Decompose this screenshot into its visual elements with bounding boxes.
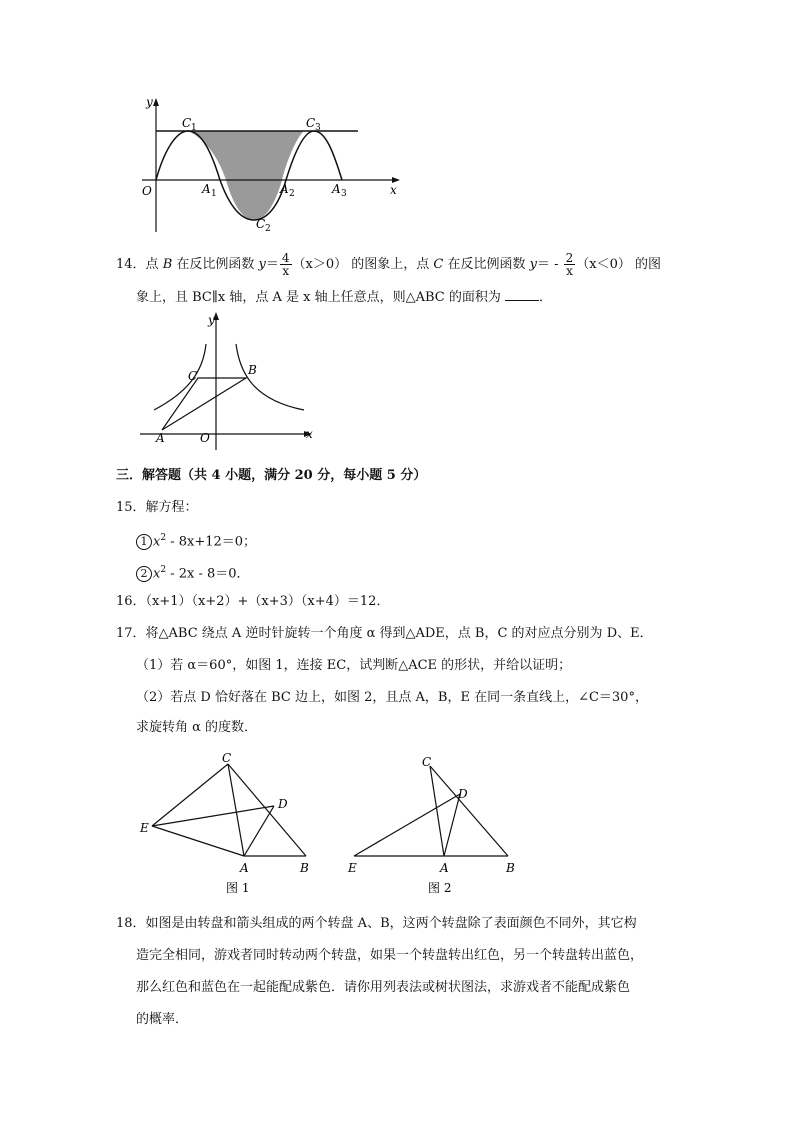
origin-label: O [142, 184, 152, 198]
label-a: A [156, 431, 165, 445]
denominator: x [566, 264, 573, 278]
q17-figures [134, 746, 520, 898]
point-b: B [162, 257, 173, 272]
text: 的图 [630, 257, 662, 272]
q18-line-3: 那么红色和蓝色在一起能配成紫色．请你用列表法或树状图法，求游戏者不能配成紫色 [136, 980, 631, 995]
circled-number: 1 [136, 534, 152, 550]
var-x: x [153, 566, 161, 582]
exponent: 2 [160, 533, 167, 543]
label-c2: C [256, 217, 266, 231]
point-c: C [433, 257, 444, 272]
q18-line-4: 的概率． [136, 1012, 189, 1027]
label-a: A [440, 861, 449, 875]
caption-1: 图 1 [226, 881, 250, 895]
q15-eq2 [136, 560, 250, 584]
denominator: x [282, 264, 290, 278]
condition: （x＜0） [576, 257, 631, 272]
q17-line-4: 求旋转角 α 的度数． [136, 720, 258, 735]
q13-figure [136, 96, 404, 236]
caption-2: 图 2 [428, 881, 452, 895]
q16: 16．（x+1）（x+2）+（x+3）（x+4）＝12． [116, 594, 390, 609]
text: 在反比例函数 [443, 257, 530, 272]
label-a3-sub: 3 [341, 189, 347, 199]
label-c: C [188, 369, 198, 383]
label-b: B [248, 363, 257, 377]
label-c2-sub: 2 [265, 224, 271, 234]
label-c: C [422, 755, 432, 769]
figure-1 [139, 751, 309, 895]
label-a2: A [280, 182, 289, 196]
label-b: B [506, 861, 515, 875]
section-heading: 三．解答题（共 4 小题，满分 20 分，每小题 5 分） [116, 468, 427, 483]
period: ． [538, 290, 552, 305]
text: 的图象上，点 [347, 257, 434, 272]
x-label: x [390, 183, 397, 197]
q17-line-1: 17．将△ABC 绕点 A 逆时针旋转一个角度 α 得到△ADE，点 B，C 的对应点分别为 D、E． [116, 626, 653, 641]
equation-rest: - 2x - 8＝0． [166, 566, 250, 582]
figure-2 [347, 755, 515, 895]
q17-line-3: （2）若点 D 恰好落在 BC 边上，如图 2，且点 A，B，E 在同一条直线上，∠C＝30°， [136, 690, 648, 705]
equals: ＝ [265, 257, 279, 272]
hyperbola-right [236, 344, 304, 410]
fraction-4-over-x [280, 252, 292, 277]
label-d: D [458, 787, 468, 801]
q15-eq1 [136, 528, 256, 552]
label-d: D [278, 797, 288, 811]
q14-figure [136, 312, 316, 452]
triangle-abc [162, 378, 246, 430]
text: 象上，且 BC∥x 轴，点 A 是 x 轴上任意点，则△ABC 的面积为 [136, 290, 505, 305]
equation-rest: - 8x+12＝0； [166, 534, 257, 550]
label-c3: C [306, 116, 316, 130]
fraction-2-over-x [564, 252, 576, 277]
label-b: B [300, 861, 309, 875]
question-number: 14． [116, 257, 146, 272]
var-y: y [529, 257, 537, 272]
hyperbola-left [154, 344, 206, 410]
exponent: 2 [160, 565, 167, 575]
y-label: y [208, 313, 215, 327]
text: 在反比例函数 [172, 257, 259, 272]
q17-line-2: （1）若 α＝60°，如图 1，连接 EC，试判断△ACE 的形状，并给以证明； [136, 658, 572, 673]
q14-line-1 [116, 252, 661, 277]
q14-line-2 [136, 288, 552, 308]
label-a1-sub: 1 [211, 189, 217, 199]
label-a2-sub: 2 [289, 189, 295, 199]
answer-blank [505, 288, 539, 301]
var-y: y [258, 257, 266, 272]
x-label: x [306, 427, 313, 441]
y-label: y [146, 96, 153, 109]
var-x: x [153, 534, 161, 550]
text: 点 [145, 257, 163, 272]
equals-minus: ＝ - [536, 257, 563, 272]
label-c3-sub: 3 [315, 123, 321, 133]
label-c1: C [182, 116, 192, 130]
label-e: E [140, 821, 149, 835]
q18-line-2: 造完全相同，游戏者同时转动两个转盘，如果一个转盘转出红色，另一个转盘转出蓝色， [136, 948, 644, 963]
circled-number: 2 [136, 566, 152, 582]
numerator: 2 [565, 251, 574, 265]
label-c: C [222, 751, 232, 765]
label-a: A [240, 861, 249, 875]
label-a1: A [202, 182, 211, 196]
q15-head: 15．解方程： [116, 500, 198, 515]
numerator: 4 [281, 251, 290, 265]
label-c1-sub: 1 [191, 123, 197, 133]
origin-label: O [200, 431, 210, 445]
q18-line-1: 18．如图是由转盘和箭头组成的两个转盘 A、B，这两个转盘除了表面颜色不同外，其它构 [116, 916, 637, 931]
label-a3: A [332, 182, 341, 196]
condition: （x＞0） [292, 257, 348, 272]
label-e: E [348, 861, 357, 875]
